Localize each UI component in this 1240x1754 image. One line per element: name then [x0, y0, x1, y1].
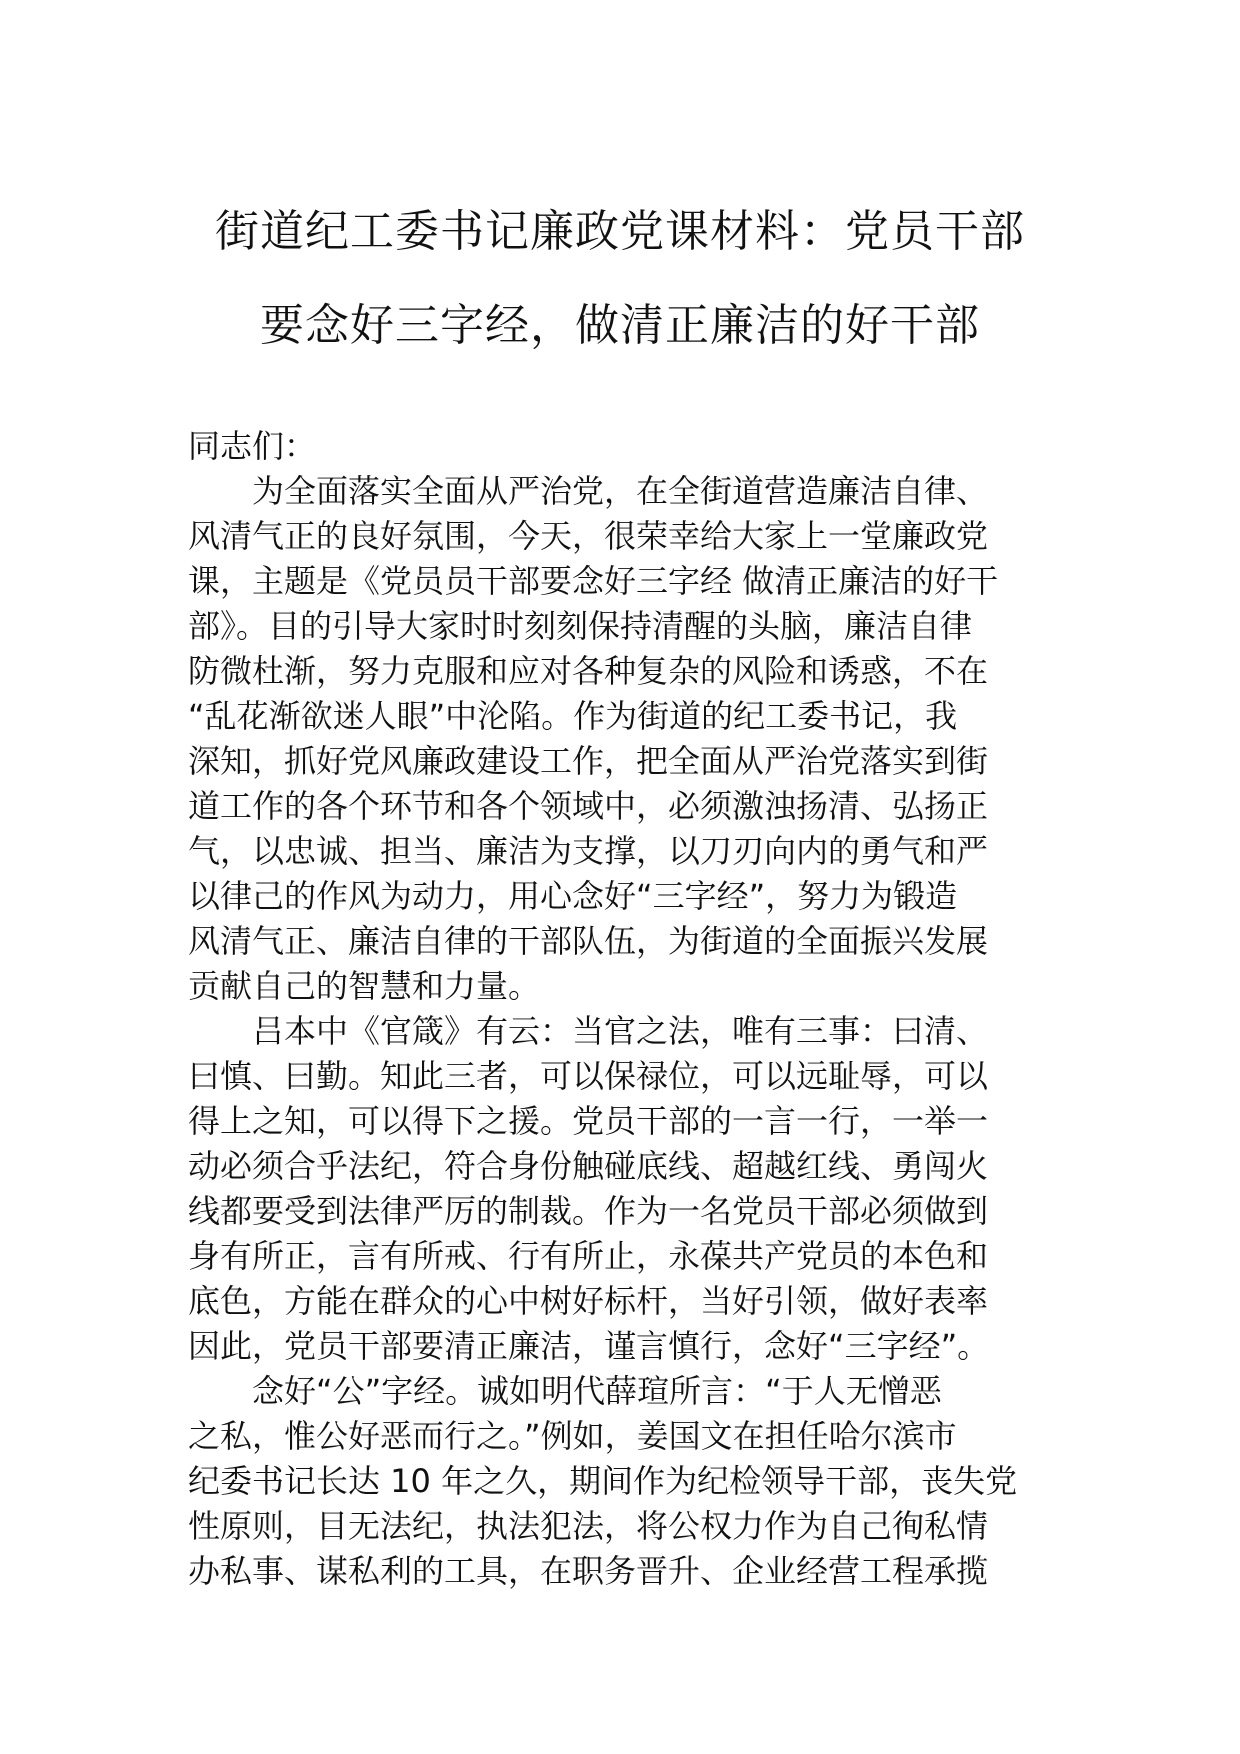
- paragraph-2-line: 因此，党员干部要清正廉洁，谨言慎行，念好“三字经”。: [188, 1327, 990, 1365]
- paragraph-1-line: 风清气正、廉洁自律的干部队伍，为街道的全面振兴发展: [188, 922, 989, 960]
- paragraph-2-line: 底色，方能在群众的心中树好标杆，当好引领，做好表率: [188, 1282, 989, 1320]
- document-body: [188, 424, 1058, 1594]
- paragraph-1-line: 以律己的作风为动力，用心念好“三字经”，努力为锻造: [188, 877, 958, 915]
- paragraph-2-line: 线都要受到法律严厉的制裁。作为一名党员干部必须做到: [188, 1192, 989, 1230]
- salutation: 同志们：: [188, 427, 317, 465]
- paragraph-3-line: 念好“公”字经。诚如明代薛瑄所言：“于人无憎恶: [252, 1372, 942, 1410]
- paragraph-1-line: 防微杜渐，努力克服和应对各种复杂的风险和诱惑，不在: [188, 652, 989, 690]
- paragraph-2-line: 身有所正，言有所戒、行有所止，永葆共产党员的本色和: [188, 1237, 989, 1275]
- title-line-1: 街道纪工委书记廉政党课材料：党员干部: [215, 206, 1025, 257]
- paragraph-3-line: 纪委书记长达 10 年之久，期间作为纪检领导干部，丧失党: [188, 1462, 1018, 1500]
- paragraph-1-line: 课，主题是《党员员干部要念好三字经 做清正廉洁的好干: [188, 562, 999, 600]
- paragraph-2-line: 曰慎、曰勤。知此三者，可以保禄位，可以远耻辱，可以: [188, 1057, 989, 1095]
- paragraph-1-line: “乱花渐欲迷人眼”中沦陷。作为街道的纪工委书记，我: [188, 697, 958, 735]
- title-line-2: 要念好三字经，做清正廉洁的好干部: [260, 300, 980, 351]
- paragraph-3-line: 性原则，目无法纪，执法犯法，将公权力作为自己徇私情: [188, 1507, 989, 1545]
- paragraph-2-line: 动必须合乎法纪，符合身份触碰底线、超越红线、勇闯火: [188, 1147, 989, 1185]
- document-title: [150, 206, 1090, 398]
- paragraph-1-line: 气，以忠诚、担当、廉洁为支撑，以刀刃向内的勇气和严: [188, 832, 989, 870]
- paragraph-1-line: 道工作的各个环节和各个领域中，必须激浊扬清、弘扬正: [188, 787, 989, 825]
- paragraph-3-line: 之私，惟公好恶而行之。”例如，姜国文在担任哈尔滨市: [188, 1417, 957, 1455]
- paragraph-1-line: 风清气正的良好氛围，今天，很荣幸给大家上一堂廉政党: [188, 517, 989, 555]
- paragraph-1-line: 为全面落实全面从严治党，在全街道营造廉洁自律、: [252, 472, 989, 510]
- paragraph-2-line: 得上之知，可以得下之援。党员干部的一言一行，一举一: [188, 1102, 989, 1140]
- paragraph-1-line: 深知，抓好党风廉政建设工作，把全面从严治党落实到街: [188, 742, 989, 780]
- paragraph-2-line: 吕本中《官箴》有云：当官之法，唯有三事：曰清、: [252, 1012, 989, 1050]
- paragraph-3-line: 办私事、谋私利的工具，在职务晋升、企业经营工程承揽: [188, 1552, 989, 1590]
- paragraph-1-line: 部》。目的引导大家时时刻刻保持清醒的头脑，廉洁自律: [188, 607, 973, 645]
- paragraph-1-line: 贡献自己的智慧和力量。: [188, 967, 541, 1005]
